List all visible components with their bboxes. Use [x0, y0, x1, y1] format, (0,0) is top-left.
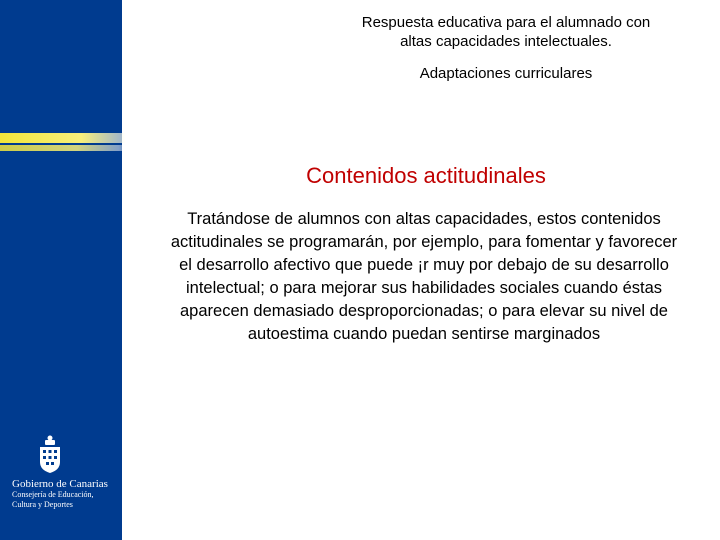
header-line-1: Respuesta educativa para el alumnado con [361, 14, 651, 31]
logo-dept-line-2: Cultura y Deportes [12, 500, 73, 509]
logo-dept-line-1: Consejería de Educación, [12, 490, 94, 499]
body-paragraph: Tratándose de alumnos con altas capacidades, estos contenidos actitudinales se programarán, por ejemplo, para fomentar y favorecer el desarrollo afectivo que puede ¡r muy por debajo de su desarrollo intelectual; o para mejorar sus habilidades sociales cuando éstas aparecen demasiado desproporcionadas; o para elevar su nivel de autoestima cuando puedan sentirse marginados [170, 210, 678, 343]
logo-name: Gobierno de Canarias [12, 478, 108, 490]
accent-stripe [0, 133, 148, 143]
coat-of-arms-icon [36, 434, 64, 474]
header-subtitle: Adaptaciones curriculares [419, 65, 593, 82]
header-title [300, 13, 712, 51]
slide-title: Contenidos actitudinales [306, 163, 546, 188]
accent-stripe-secondary [0, 145, 140, 151]
logo-department [12, 490, 112, 510]
header-line-2: altas capacidades intelectuales. [400, 33, 612, 50]
